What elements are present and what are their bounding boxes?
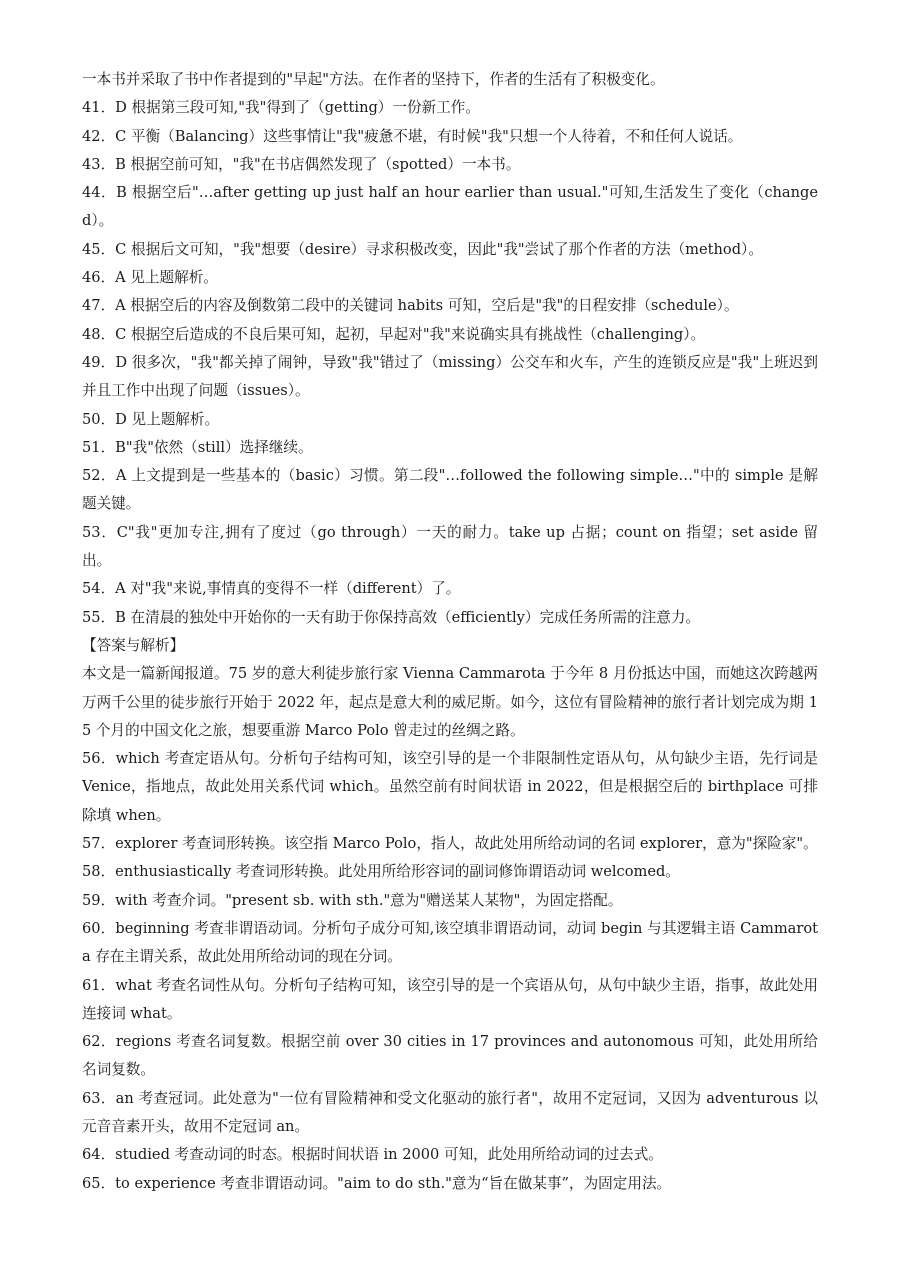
answer-49: 49．D 很多次，"我"都关掉了闹钟，导致"我"错过了（missing）公交车和火车，产生的连锁反应是"我"上班迟到并且工作中出现了问题（issues）。 <box>82 353 818 400</box>
answer-53: 53．C"我"更加专注,拥有了度过（go through）一天的耐力。take up 占据；count on 指望；set aside 留出。 <box>82 523 818 570</box>
answer-57: 57．explorer 考查词形转换。该空指 Marco Polo，指人，故此处用所给动词的名词 explorer，意为"探险家"。 <box>82 835 818 853</box>
answer-64: 64．studied 考查动词的时态。根据时间状语 in 2000 可知，此处用所给动词的过去式。 <box>82 1146 663 1164</box>
answer-59: 59．with 考查介词。"present sb. with sth."意为"赠送某人某物"，为固定搭配。 <box>82 891 623 909</box>
answer-63: 63．an 考查冠词。此处意为"一位有冒险精神和受文化驱动的旅行者"，故用不定冠词，又因为 adventurous 以元音音素开头，故用不定冠词 an。 <box>82 1089 818 1135</box>
answer-65: 65．to experience 考查非谓语动词。"aim to do sth."意为“旨在做某事”，为固定用法。 <box>82 1174 672 1192</box>
answer-62: 62．regions 考查名词复数。根据空前 over 30 cities in 17 provinces and autonomous 可知，此处用所给名词复数。 <box>82 1033 818 1079</box>
answer-58: 58．enthusiastically 考查词形转换。此处用所给形容词的副词修饰谓语动词 welcomed。 <box>82 863 680 881</box>
intro-line: 一本书并采取了书中作者提到的"早起"方法。在作者的坚持下，作者的生活有了积极变化。 <box>82 71 665 88</box>
answers-41-55 <box>82 94 818 632</box>
answer-50: 50．D 见上题解析。 <box>82 410 220 428</box>
answer-51: 51．B"我"依然（still）选择继续。 <box>82 438 313 456</box>
answer-45: 45．C 根据后文可知，"我"想要（desire）寻求积极改变，因此"我"尝试了那个作者的方法（method）。 <box>82 240 763 258</box>
answer-55: 55．B 在清晨的独处中开始你的一天有助于你保持高效（efficiently）完成任务所需的注意力。 <box>82 608 701 626</box>
passage-summary: 本文是一篇新闻报道。75 岁的意大利徒步旅行家 Vienna Cammarota 于今年 8 月份抵达中国，而她这次跨越两万两千公里的徒步旅行开始于 2022 年，起点是意大利的威尼斯。如今，这位有冒险精神的旅行者计划完成为期 15 个月的中国文化之旅，想要重游 Marco Polo 曾走过的丝绸之路。 <box>82 665 818 739</box>
answer-41: 41．D 根据第三段可知,"我"得到了（getting）一份新工作。 <box>82 99 480 117</box>
answer-54: 54．A 对"我"来说,事情真的变得不一样（different）了。 <box>82 580 461 598</box>
answer-44: 44．B 根据空后"…after getting up just half an hour earlier than usual."可知,生活发生了变化（changed）。 <box>82 184 818 230</box>
answer-60: 60．beginning 考查非谓语动词。分析句子成分可知,该空填非谓语动词，动词 begin 与其逻辑主语 Cammarota 存在主谓关系，故此处用所给动词的现在分词。 <box>82 919 818 966</box>
answer-47: 47．A 根据空后的内容及倒数第二段中的关键词 habits 可知，空后是"我"的日程安排（schedule）。 <box>82 297 739 315</box>
answer-43: 43．B 根据空前可知，"我"在书店偶然发现了（spotted）一本书。 <box>82 155 521 173</box>
section-heading: 【答案与解析】 <box>82 636 185 654</box>
answer-56: 56．which 考查定语从句。分析句子结构可知，该空引导的是一个非限制性定语从句，从句缺少主语，先行词是 Venice，指地点，故此处用关系代词 which。虽然空前有时间状语 in 2022，但是根据空后的 birthplace 可排除填 when。 <box>82 750 818 824</box>
answer-61: 61．what 考查名词性从句。分析句子结构可知，该空引导的是一个宾语从句，从句中缺少主语，指事，故此处用连接词 what。 <box>82 976 818 1022</box>
answer-46: 46．A 见上题解析。 <box>82 269 218 287</box>
answer-52: 52．A 上文提到是一些基本的（basic）习惯。第二段"…followed the following simple…"中的 simple 是解题关键。 <box>82 467 818 513</box>
answer-48: 48．C 根据空后造成的不良后果可知，起初，早起对"我"来说确实具有挑战性（challenging）。 <box>82 325 706 343</box>
answer-42: 42．C 平衡（Balancing）这些事情让"我"疲惫不堪，有时候"我"只想一个人待着，不和任何人说话。 <box>82 127 743 145</box>
answers-56-65 <box>82 745 818 1198</box>
